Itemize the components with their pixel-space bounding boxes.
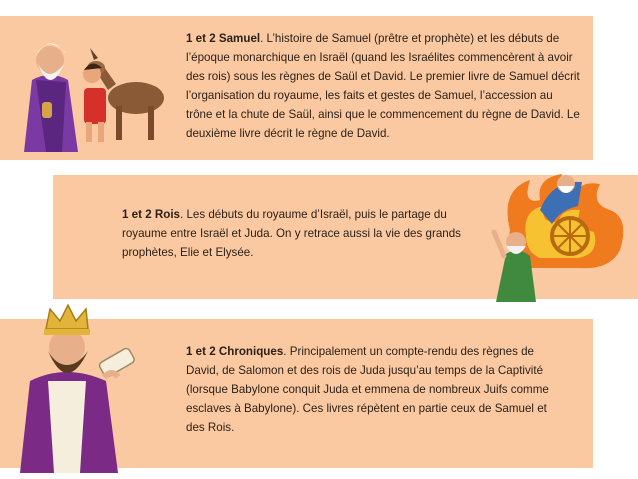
samuel-title: 1 et 2 Samuel <box>186 32 261 45</box>
chroniques-title: 1 et 2 Chroniques <box>186 345 284 358</box>
samuel-text: . L’histoire de Samuel (prêtre et prophète) et les débuts de l’époque monarchique en Israël (quand les Israélites commencèrent à avoir des rois) sous les règnes de Saül et David. Le premier livre de Samuel décrit l’organisation du royaume, les faits et gestes de Samuel, l’accession au trône et la chute de Saül, ainsi que le commencement du règne de David. Le deuxième livre décrit le règne de David. <box>186 32 580 140</box>
chariot-wheel-icon <box>552 218 588 254</box>
chroniques-paragraph <box>186 342 566 437</box>
elijah-chariot-illustration <box>470 170 638 305</box>
king-scroll-illustration <box>8 303 143 475</box>
scroll-icon <box>98 347 135 378</box>
chroniques-text: . Principalement un compte-rendu des règnes de David, de Salomon et des rois de Juda jusqu’au temps de la Captivité (lorsque Babylone conquit Juda et emmena de nombreux Juifs comme esclaves à Babylone). Ces livres répètent en partie ceux de Samuel et des Rois. <box>186 345 549 434</box>
samuel-prophet-illustration <box>6 18 176 158</box>
rois-text: . Les débuts du royaume d’Israël, puis le partage du royaume entre Israël et Juda. On y retrace aussi la vie des grands prophètes, Elie et Elysée. <box>122 208 461 259</box>
crown-icon <box>46 305 88 329</box>
rois-title: 1 et 2 Rois <box>122 208 180 221</box>
king-icon <box>20 329 118 473</box>
prophet-icon <box>24 43 78 152</box>
rois-paragraph <box>122 205 472 262</box>
samuel-paragraph <box>186 29 581 143</box>
